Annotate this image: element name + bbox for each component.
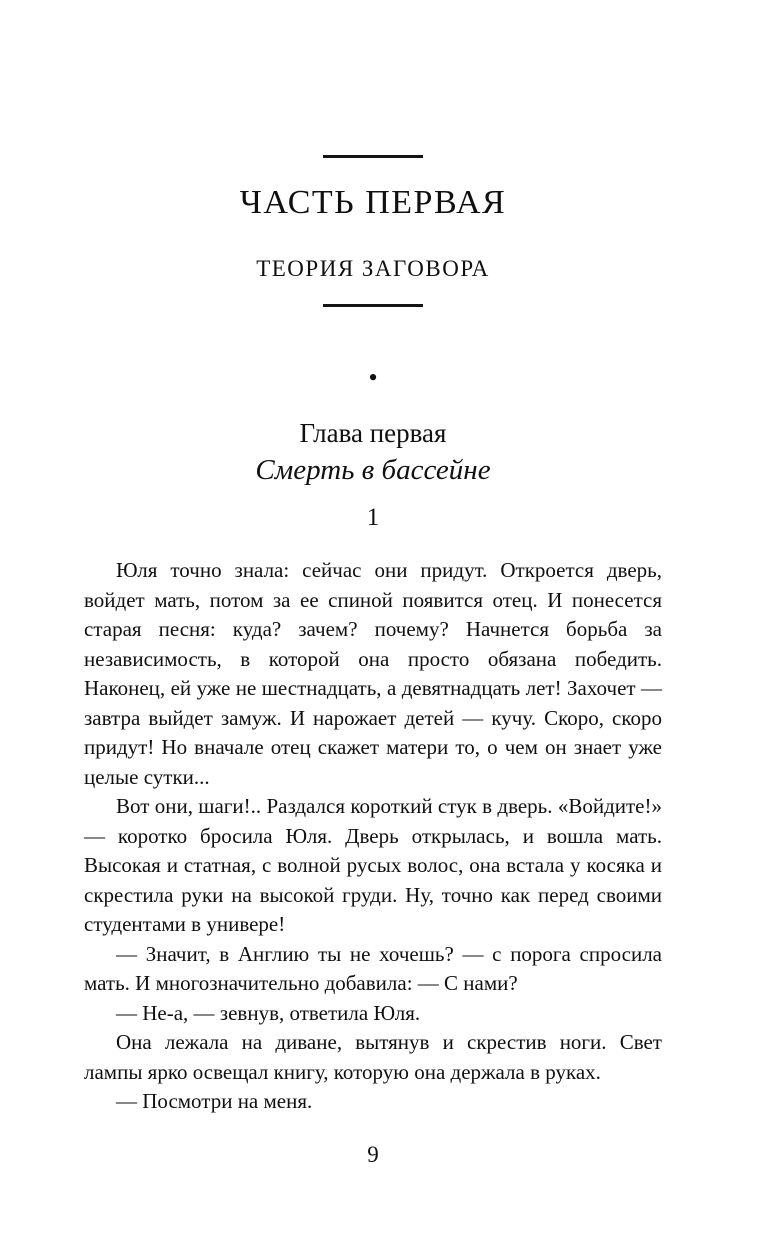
part-title: ЧАСТЬ ПЕРВАЯ [239, 184, 507, 221]
part-divider-rule-top [323, 155, 423, 158]
part-divider-rule-bottom [323, 304, 423, 307]
part-subtitle: ТЕОРИЯ ЗАГОВОРА [256, 256, 490, 281]
page-number: 9 [367, 1141, 379, 1167]
chapter-title: Глава первая [299, 418, 447, 448]
section-number: 1 [366, 504, 380, 531]
page-content [84, 0, 662, 1169]
chapter-marker-dot: • [368, 363, 378, 392]
paragraph: Юля точно знала: сейчас они придут. Откроется дверь, войдет мать, потом за ее спиной появится отец. И понесется старая песня: куда? зачем? почему? Начнется борьба за независимость, в которой она просто обязана победить. Наконец, ей уже не шестнадцать, а девятнадцать лет! Захочет — завтра выйдет замуж. И нарожает детей — кучу. Скоро, скоро придут! Но вначале отец скажет матери то, о чем он знает уже целые сутки... [84, 558, 662, 789]
paragraph: — Не-а, — зевнув, ответила Юля. [116, 1000, 421, 1025]
paragraph: — Посмотри на меня. [116, 1089, 313, 1113]
paragraph: Вот они, шаги!.. Раздался короткий стук в дверь. «Войдите!» — коротко бросила Юля. Дверь открылась, и вошла мать. Высокая и статная, с волной русых волос, она встала у косяка и скрестила руки на высокой груди. Ну, точно как перед своими студентами в универе! [84, 794, 662, 936]
chapter-subtitle: Смерть в бассейне [255, 454, 491, 486]
paragraph: Она лежала на диване, вытянув и скрестив ноги. Свет лампы ярко освещал книгу, которую она держала в руках. [84, 1030, 662, 1084]
body-text [84, 556, 662, 1117]
paragraph: — Значит, в Англию ты не хочешь? — с порога спросила мать. И многозначительно добавила: — С нами? [84, 941, 662, 995]
